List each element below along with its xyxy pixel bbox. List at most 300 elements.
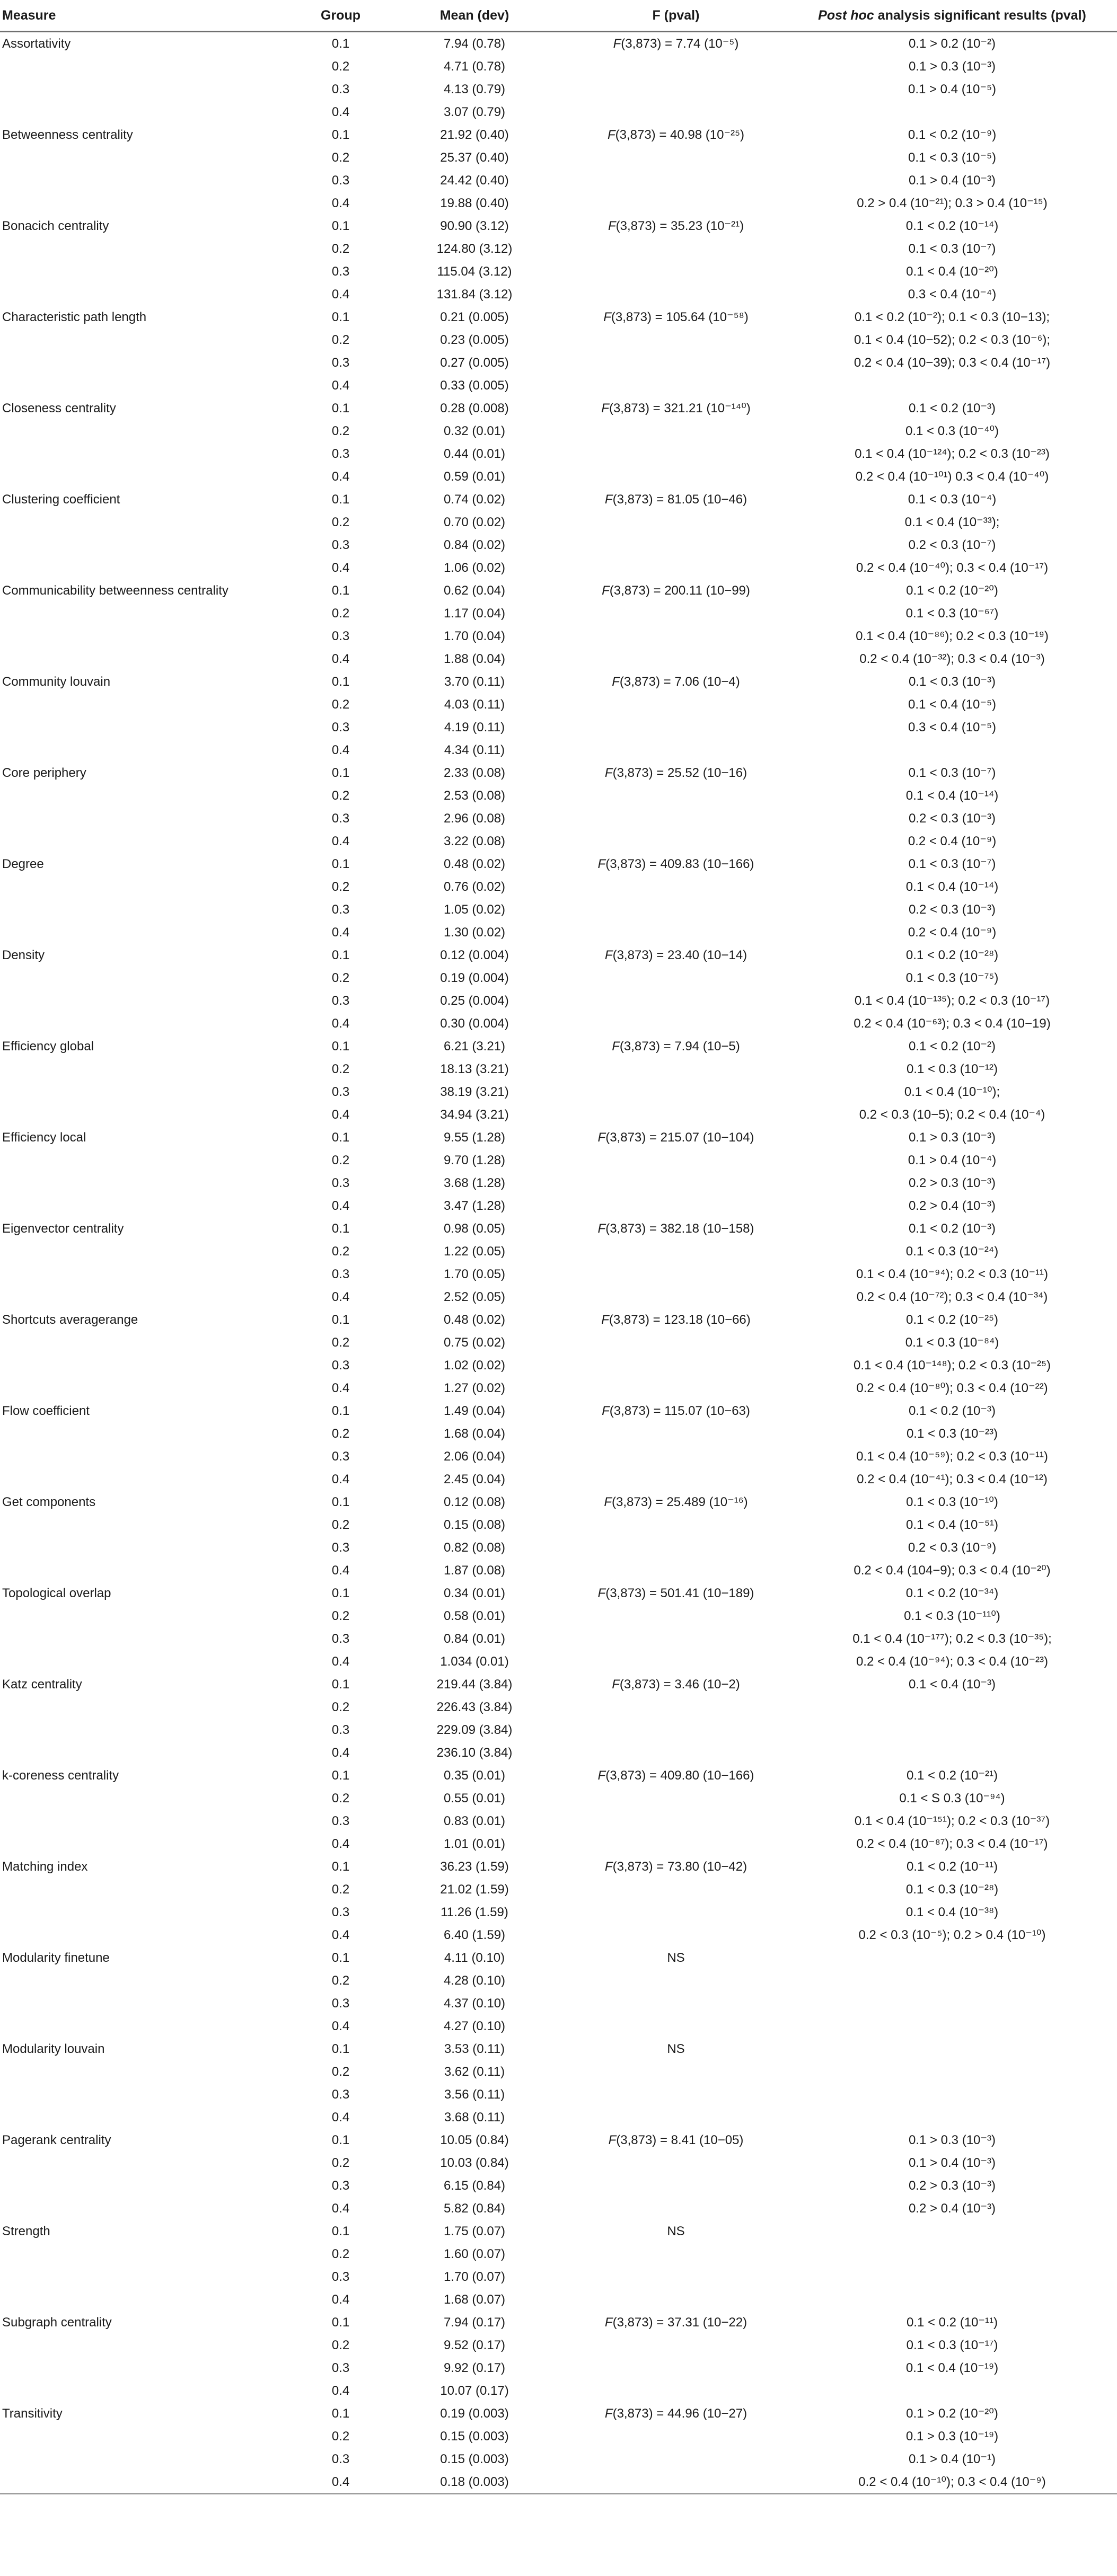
group-value: 0.2 [331, 2429, 350, 2444]
table-row [0, 32, 1117, 56]
table-row [0, 1559, 1117, 1582]
measure-name [0, 2197, 297, 2220]
measure-name: Characteristic path length [2, 310, 147, 324]
group-value: 0.3 [331, 447, 350, 461]
post-hoc-result: 0.1 < 0.3 (10⁻⁴⁰) [905, 424, 999, 438]
measure-name [0, 921, 297, 944]
f-pval-value: F(3,873) = 409.80 (10−166) [597, 1768, 754, 1783]
group-value: 0.3 [331, 82, 350, 96]
mean-dev-value: 3.47 (1.28) [443, 1199, 506, 1213]
post-hoc-result: 0.1 < S 0.3 (10⁻⁹⁴) [899, 1791, 1005, 1805]
group-value: 0.1 [331, 401, 350, 415]
measure-name [0, 1833, 297, 1855]
group-value: 0.1 [331, 1768, 350, 1783]
header-post-hoc-rest: analysis significant results (pval) [874, 7, 1086, 23]
table-row [0, 2265, 1117, 2288]
f-statistic-symbol: F [612, 675, 620, 689]
mean-dev-value: 1.70 (0.04) [443, 629, 506, 643]
group-value: 0.1 [331, 128, 350, 142]
post-hoc-result: 0.2 < 0.4 (10⁻⁹) [908, 925, 997, 940]
measure-name: Core periphery [2, 766, 86, 780]
table-row [0, 1946, 1117, 1969]
post-hoc-result: 0.1 < 0.4 (10⁻⁵) [908, 697, 997, 712]
measure-name [0, 420, 297, 442]
mean-dev-value: 4.11 (0.10) [444, 1951, 505, 1965]
measure-name [0, 625, 297, 648]
measure-name [0, 2448, 297, 2471]
f-pval-value [565, 1172, 787, 1194]
measure-name [0, 2243, 297, 2265]
measure-name [0, 716, 297, 739]
table-row [0, 442, 1117, 465]
post-hoc-result: 0.2 < 0.4 (10⁻⁸⁰); 0.3 < 0.4 (10⁻²²) [856, 1381, 1048, 1395]
table-row [0, 853, 1117, 875]
mean-dev-value: 5.82 (0.84) [443, 2201, 506, 2216]
measure-name [0, 329, 297, 351]
f-pval-value [565, 420, 787, 442]
mean-dev-value: 0.32 (0.01) [443, 424, 506, 438]
group-value: 0.1 [331, 1860, 350, 1874]
group-value: 0.1 [331, 583, 350, 598]
measure-name: Eigenvector centrality [2, 1221, 124, 1236]
post-hoc-result: 0.1 < 0.3 (10⁻⁷) [908, 766, 996, 780]
f-pval-value [565, 1149, 787, 1172]
table-row [0, 2220, 1117, 2243]
post-hoc-result: 0.2 < 0.4 (10−39); 0.3 < 0.4 (10⁻¹⁷) [854, 356, 1051, 370]
group-value: 0.2 [331, 1153, 350, 1167]
f-pval-value [565, 2243, 787, 2265]
group-value: 0.4 [331, 2110, 350, 2124]
group-value: 0.3 [331, 1814, 350, 1828]
f-pval-value [565, 716, 787, 739]
mean-dev-value: 2.96 (0.08) [443, 811, 506, 826]
table-row [0, 1855, 1117, 1878]
table-row [0, 1901, 1117, 1924]
f-pval-value [565, 1331, 787, 1354]
mean-dev-value: 236.10 (3.84) [436, 1746, 513, 1760]
f-pval-value [565, 78, 787, 101]
measure-name [0, 1605, 297, 1627]
measure-name: Community louvain [2, 675, 111, 689]
table-row [0, 2311, 1117, 2334]
post-hoc-result: 0.2 < 0.4 (10⁻⁷²); 0.3 < 0.4 (10⁻³⁴) [856, 1290, 1048, 1304]
f-pval-value [565, 2197, 787, 2220]
mean-dev-value: 0.34 (0.01) [443, 1586, 506, 1600]
group-value: 0.4 [331, 2384, 350, 2398]
post-hoc-result: 0.2 < 0.4 (10⁻¹⁰); 0.3 < 0.4 (10⁻⁹) [787, 2471, 1117, 2494]
group-value: 0.4 [331, 1837, 350, 1851]
f-pval-value: F(3,873) = 409.83 (10−166) [597, 857, 754, 871]
table-row [0, 1764, 1117, 1787]
post-hoc-result: 0.1 > 0.4 (10⁻³) [908, 2156, 996, 2170]
post-hoc-result: 0.2 < 0.3 (10⁻³) [908, 811, 996, 826]
measure-name [0, 1741, 297, 1764]
measure-name [0, 602, 297, 625]
post-hoc-result: 0.1 < 0.3 (10⁻¹¹⁰) [904, 1609, 1000, 1623]
post-hoc-result: 0.1 < 0.3 (10⁻⁶⁷) [905, 606, 999, 621]
table-row [0, 169, 1117, 192]
table-row [0, 1377, 1117, 1400]
table-row [0, 1650, 1117, 1673]
mean-dev-value: 25.37 (0.40) [440, 151, 509, 165]
mean-dev-value: 0.19 (0.003) [440, 2406, 509, 2421]
post-hoc-result [787, 2015, 1117, 2038]
group-value: 0.3 [331, 1176, 350, 1190]
post-hoc-result: 0.2 > 0.4 (10⁻³) [908, 1199, 996, 1213]
table-row [0, 1263, 1117, 1286]
measure-name [0, 1650, 297, 1673]
mean-dev-value: 229.09 (3.84) [436, 1723, 513, 1737]
post-hoc-result: 0.2 > 0.3 (10⁻³) [908, 1176, 996, 1190]
table-row [0, 784, 1117, 807]
measure-name [0, 2379, 297, 2402]
measure-name: Bonacich centrality [2, 219, 109, 233]
measure-name [0, 2083, 297, 2106]
f-pval-value: F(3,873) = 382.18 (10−158) [597, 1221, 754, 1236]
mean-dev-value: 2.45 (0.04) [443, 1472, 506, 1486]
table-row [0, 670, 1117, 693]
table-row [0, 397, 1117, 420]
group-value: 0.4 [331, 2201, 350, 2216]
group-value: 0.2 [331, 1791, 350, 1805]
mean-dev-value: 1.034 (0.01) [440, 1654, 509, 1669]
table-row [0, 2106, 1117, 2129]
mean-dev-value: 115.04 (3.12) [437, 264, 512, 279]
measure-name [0, 465, 297, 488]
group-value: 0.3 [331, 2087, 350, 2102]
table-row [0, 2083, 1117, 2106]
group-value: 0.3 [331, 629, 350, 643]
mean-dev-value: 0.82 (0.08) [443, 1541, 506, 1555]
table-row [0, 1058, 1117, 1081]
post-hoc-result: 0.1 < 0.3 (10⁻⁷) [908, 242, 996, 256]
post-hoc-result: 0.1 < 0.3 (10⁻⁵) [908, 151, 997, 165]
measure-name [0, 1696, 297, 1719]
f-statistic-symbol: F [604, 492, 613, 507]
f-pval-value: F(3,873) = 7.94 (10−5) [612, 1039, 740, 1054]
table-row [0, 2379, 1117, 2402]
f-pval-value [565, 739, 787, 762]
post-hoc-result: 0.1 < 0.4 (10⁻¹²⁴); 0.2 < 0.3 (10⁻²³) [855, 447, 1050, 461]
f-pval-value [565, 534, 787, 556]
post-hoc-result: 0.3 < 0.4 (10⁻⁴) [908, 287, 997, 302]
f-statistic-symbol: F [604, 948, 613, 962]
mean-dev-value: 1.88 (0.04) [443, 652, 506, 666]
table-row [0, 306, 1117, 329]
mean-dev-value: 0.84 (0.01) [443, 1632, 506, 1646]
mean-dev-value: 0.15 (0.003) [440, 2429, 509, 2444]
group-value: 0.4 [331, 743, 350, 757]
f-pval-value: F(3,873) = 7.74 (10⁻⁵) [613, 37, 739, 51]
measure-name: Strength [2, 2224, 50, 2238]
post-hoc-result: 0.1 > 0.3 (10⁻¹⁹) [905, 2429, 999, 2444]
measure-name: k-coreness centrality [2, 1768, 119, 1783]
post-hoc-result: 0.2 < 0.4 (10⁻³²); 0.3 < 0.4 (10⁻³) [859, 652, 1045, 666]
table-row [0, 2334, 1117, 2357]
measure-name: Modularity finetune [2, 1951, 110, 1965]
f-pval-value [565, 374, 787, 397]
table-row [0, 329, 1117, 351]
f-statistic-symbol: F [604, 2315, 613, 2330]
mean-dev-value: 9.92 (0.17) [443, 2361, 506, 2375]
group-value: 0.1 [331, 1313, 350, 1327]
measure-name [0, 1286, 297, 1308]
f-pval-value [565, 192, 787, 215]
group-value: 0.2 [331, 2338, 350, 2352]
group-value: 0.4 [331, 470, 350, 484]
f-pval-value [565, 921, 787, 944]
post-hoc-result: 0.1 < 0.3 (10⁻⁷) [908, 857, 996, 871]
f-pval-value [565, 1924, 787, 1946]
header-mean: Mean (dev) [384, 0, 565, 32]
table-row [0, 215, 1117, 237]
measure-name: Betweenness centrality [2, 128, 133, 142]
header-f-pval: F (pval) [565, 0, 787, 32]
post-hoc-result [787, 1946, 1117, 1969]
mean-dev-value: 0.25 (0.004) [440, 994, 509, 1008]
table-row [0, 1331, 1117, 1354]
mean-dev-value: 1.87 (0.08) [443, 1563, 506, 1578]
group-value: 0.2 [331, 2247, 350, 2261]
post-hoc-result [787, 2243, 1117, 2265]
post-hoc-result [787, 2083, 1117, 2106]
f-statistic-symbol: F [602, 583, 610, 598]
f-pval-value [565, 2083, 787, 2106]
table-row [0, 807, 1117, 830]
table-row [0, 55, 1117, 78]
post-hoc-result [787, 2379, 1117, 2402]
f-statistic-symbol: F [604, 1495, 612, 1509]
f-pval-value [565, 625, 787, 648]
measure-name: Degree [2, 857, 44, 871]
measure-name [0, 1627, 297, 1650]
mean-dev-value: 1.68 (0.07) [443, 2292, 506, 2307]
group-value: 0.3 [331, 811, 350, 826]
mean-dev-value: 1.01 (0.01) [443, 1837, 506, 1851]
f-pval-value: F(3,873) = 73.80 (10−42) [604, 1860, 747, 1874]
group-value: 0.4 [331, 1199, 350, 1213]
mean-dev-value: 1.02 (0.02) [443, 1358, 506, 1373]
f-pval-value [565, 1901, 787, 1924]
mean-dev-value: 124.80 (3.12) [436, 242, 513, 256]
measure-name: Topological overlap [2, 1586, 111, 1600]
post-hoc-result: 0.1 > 0.4 (10⁻⁴) [908, 1153, 997, 1167]
table-row [0, 898, 1117, 921]
mean-dev-value: 0.48 (0.02) [443, 1313, 506, 1327]
measure-name [0, 807, 297, 830]
f-pval-value [565, 329, 787, 351]
mean-dev-value: 2.53 (0.08) [443, 789, 506, 803]
f-pval-value [565, 1468, 787, 1491]
header-group: Group [297, 0, 384, 32]
table-row [0, 2243, 1117, 2265]
table-row [0, 1741, 1117, 1764]
mean-dev-value: 3.68 (1.28) [443, 1176, 506, 1190]
table-row [0, 123, 1117, 146]
post-hoc-result: 0.2 < 0.3 (10⁻³) [908, 902, 996, 917]
group-value: 0.3 [331, 1541, 350, 1555]
post-hoc-result: 0.2 < 0.4 (10⁻¹⁰¹) 0.3 < 0.4 (10⁻⁴⁰) [855, 470, 1049, 484]
mean-dev-value: 0.55 (0.01) [443, 1791, 506, 1805]
f-pval-value [565, 2265, 787, 2288]
mean-dev-value: 19.88 (0.40) [440, 196, 509, 210]
post-hoc-result: 0.2 < 0.3 (10⁻⁹) [908, 1541, 997, 1555]
post-hoc-result [787, 2288, 1117, 2311]
table-row [0, 1627, 1117, 1650]
group-value: 0.2 [331, 1609, 350, 1623]
table-row [0, 260, 1117, 283]
group-value: 0.1 [331, 2315, 350, 2330]
table-row [0, 602, 1117, 625]
table-row [0, 1878, 1117, 1901]
group-value: 0.3 [331, 994, 350, 1008]
f-pval-value [565, 2106, 787, 2129]
measure-name [0, 1240, 297, 1263]
group-value: 0.1 [331, 2133, 350, 2147]
group-value: 0.1 [331, 675, 350, 689]
post-hoc-result: 0.1 > 0.2 (10⁻²) [908, 37, 996, 51]
mean-dev-value: 0.62 (0.04) [443, 583, 506, 598]
post-hoc-result: 0.1 < 0.4 (10⁻¹⁹) [905, 2361, 999, 2375]
group-value: 0.4 [331, 378, 350, 393]
table-row [0, 875, 1117, 898]
mean-dev-value: 6.15 (0.84) [443, 2179, 506, 2193]
post-hoc-result [787, 374, 1117, 397]
table-row [0, 465, 1117, 488]
f-pval-value [565, 967, 787, 989]
measure-name: Efficiency local [2, 1130, 86, 1145]
table-row [0, 101, 1117, 123]
table-header [0, 0, 1117, 32]
post-hoc-result: 0.1 < 0.2 (10⁻³) [908, 1404, 996, 1418]
post-hoc-result [787, 1969, 1117, 1992]
mean-dev-value: 10.07 (0.17) [440, 2384, 509, 2398]
post-hoc-result [787, 2106, 1117, 2129]
f-pval-value [565, 1878, 787, 1901]
mean-dev-value: 2.33 (0.08) [443, 766, 506, 780]
f-pval-value: F(3,873) = 115.07 (10−63) [602, 1404, 750, 1418]
f-pval-value [565, 2015, 787, 2038]
f-pval-value [565, 989, 787, 1012]
f-pval-value: NS [667, 1951, 685, 1965]
post-hoc-result: 0.1 < 0.2 (10⁻²¹) [906, 1768, 998, 1783]
group-value: 0.1 [331, 1586, 350, 1600]
table-row [0, 1719, 1117, 1741]
measure-name [0, 1331, 297, 1354]
group-value: 0.4 [331, 1928, 350, 1942]
post-hoc-result: 0.1 > 0.4 (10⁻³) [908, 173, 996, 188]
table-row [0, 146, 1117, 169]
mean-dev-value: 7.94 (0.17) [443, 2315, 506, 2330]
mean-dev-value: 0.84 (0.02) [443, 538, 506, 552]
group-value: 0.3 [331, 1996, 350, 2011]
mean-dev-value: 21.92 (0.40) [440, 128, 509, 142]
post-hoc-result: 0.1 > 0.4 (10⁻⁵) [908, 82, 997, 96]
f-pval-value: F(3,873) = 123.18 (10−66) [601, 1313, 751, 1327]
group-value: 0.2 [331, 1518, 350, 1532]
mean-dev-value: 1.49 (0.04) [443, 1404, 506, 1418]
mean-dev-value: 0.58 (0.01) [443, 1609, 506, 1623]
mean-dev-value: 21.02 (1.59) [440, 1882, 509, 1897]
table-row [0, 693, 1117, 716]
mean-dev-value: 2.52 (0.05) [443, 1290, 506, 1304]
f-pval-value [565, 1445, 787, 1468]
f-pval-value [565, 2425, 787, 2448]
post-hoc-result: 0.1 < 0.3 (10⁻⁷⁵) [905, 971, 999, 985]
measure-name [0, 1354, 297, 1377]
group-value: 0.2 [331, 606, 350, 621]
table-row [0, 967, 1117, 989]
mean-dev-value: 3.07 (0.79) [443, 105, 506, 119]
measure-name [0, 1536, 297, 1559]
measure-name: Matching index [2, 1860, 88, 1874]
group-value: 0.2 [331, 59, 350, 74]
table-row [0, 2038, 1117, 2060]
f-pval-value [565, 1103, 787, 1126]
table-row [0, 192, 1117, 215]
f-pval-value [565, 1833, 787, 1855]
group-value: 0.3 [331, 1632, 350, 1646]
post-hoc-result: 0.1 < 0.4 (10⁻¹⁰); [904, 1085, 1000, 1099]
post-hoc-result: 0.1 < 0.4 (10−52); 0.2 < 0.3 (10⁻⁶); [854, 333, 1051, 347]
table-row [0, 2015, 1117, 2038]
measure-name: Clustering coefficient [2, 492, 120, 507]
mean-dev-value: 0.48 (0.02) [443, 857, 506, 871]
f-pval-value [565, 351, 787, 374]
post-hoc-result: 0.3 < 0.4 (10⁻⁵) [908, 720, 997, 734]
group-value: 0.3 [331, 538, 350, 552]
f-pval-value: F(3,873) = 23.40 (10−14) [604, 948, 747, 962]
table-row [0, 1286, 1117, 1308]
table-row [0, 237, 1117, 260]
table-row [0, 716, 1117, 739]
measure-name [0, 260, 297, 283]
f-pval-value [565, 1377, 787, 1400]
table-row [0, 1605, 1117, 1627]
mean-dev-value: 90.90 (3.12) [440, 219, 509, 233]
measure-name [0, 1149, 297, 1172]
table-row [0, 1833, 1117, 1855]
group-value: 0.3 [331, 1085, 350, 1099]
group-value: 0.2 [331, 2065, 350, 2079]
f-pval-value: F(3,873) = 200.11 (10−99) [602, 583, 750, 598]
mean-dev-value: 6.21 (3.21) [443, 1039, 506, 1054]
measure-name [0, 739, 297, 762]
table-row [0, 2129, 1117, 2152]
f-pval-value: F(3,873) = 81.05 (10−46) [604, 492, 747, 507]
group-value: 0.4 [331, 1654, 350, 1669]
group-value: 0.3 [331, 264, 350, 279]
mean-dev-value: 36.23 (1.59) [440, 1860, 509, 1874]
measure-name: Communicability betweenness centrality [2, 583, 228, 598]
measure-name [0, 283, 297, 306]
mean-dev-value: 0.74 (0.02) [443, 492, 506, 507]
table-row [0, 2448, 1117, 2471]
f-pval-value [565, 511, 787, 534]
f-statistic-symbol: F [612, 1039, 620, 1054]
table-row [0, 2288, 1117, 2311]
group-value: 0.4 [331, 925, 350, 940]
group-value: 0.4 [331, 1381, 350, 1395]
table-row [0, 1194, 1117, 1217]
table-row [0, 2357, 1117, 2379]
f-pval-value [565, 556, 787, 579]
group-value: 0.1 [331, 1677, 350, 1692]
group-value: 0.2 [331, 1973, 350, 1988]
group-value: 0.3 [331, 1358, 350, 1373]
header-measure: Measure [0, 0, 297, 32]
mean-dev-value: 0.28 (0.008) [440, 401, 509, 415]
